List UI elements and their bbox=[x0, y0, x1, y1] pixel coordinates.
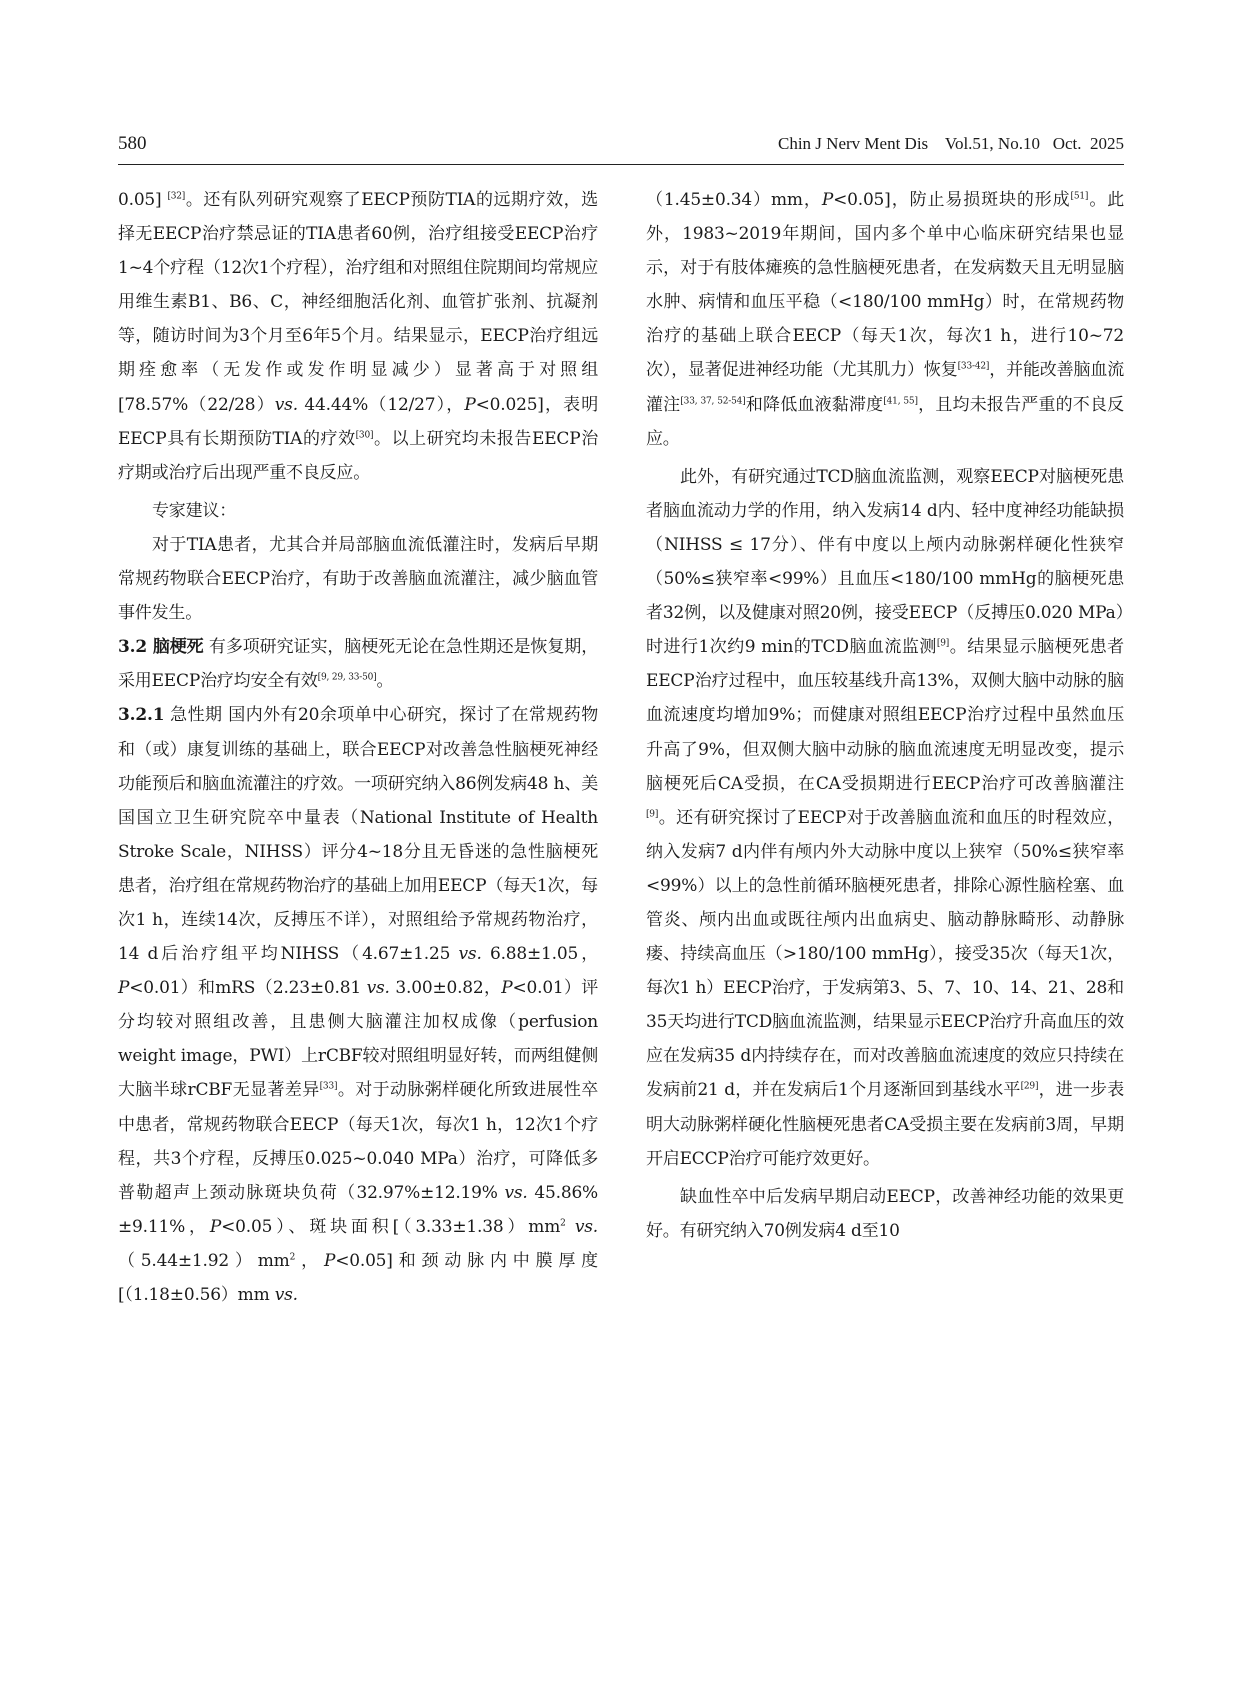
citation: [32] bbox=[167, 191, 186, 202]
citation: [33] bbox=[319, 1081, 338, 1092]
citation: [30] bbox=[355, 430, 374, 440]
section-heading: 3.2 脑梗死 bbox=[118, 637, 204, 658]
citation: [29] bbox=[1020, 1081, 1039, 1092]
citation: [9, 29, 33-50] bbox=[317, 672, 377, 683]
expert-advice-label: 专家建议： bbox=[152, 500, 236, 521]
expert-advice-text: 对于TIA患者，尤其合并局部脑血流低灌注时，发病后早期常规药物联合EECP治疗，有助于改善脑血流灌注，减少脑血管事件发生。 bbox=[118, 534, 598, 624]
citation: [33-42] bbox=[957, 361, 990, 372]
citation: [9] bbox=[936, 638, 950, 649]
section-3-2: 3.2 脑梗死 有多项研究证实，脑梗死无论在急性期还是恢复期，采用EECP治疗均安全有效[9, 29, 33-50]。 bbox=[118, 637, 598, 692]
subsection-title: 急性期 bbox=[164, 705, 223, 726]
paragraph-early-eecp: 缺血性卒中后发病早期启动EECP，改善神经功能的效果更好。有研究纳入70例发病4 d至10 bbox=[646, 1186, 1124, 1241]
citation: [33, 37, 52-54] bbox=[680, 395, 746, 406]
citation: [9] bbox=[646, 809, 659, 820]
section-3-2-1: 3.2.1 急性期 国内外有20余项单中心研究，探讨了在常规药物和（或）康复训练的基础上，联合EECP对改善急性脑梗死神经功能预后和脑血流灌注的疗效。一项研究纳入86例发病48 h、美国国立卫生研究院卒中量表（National Institute of Health Stroke Scale，NIHSS）评分4~18分且无昏迷的急性脑梗死患者，治疗组在常规药物治疗的基础上加用EECP（每天1次，每次1 h，连续14次，反搏压不详），对照组给予常规药物治疗，14 d后治疗组平均NIHSS（4.67±1.25 vs. 6.88±1.05，P<0.01）和mRS（2.23±0.81 vs. 3.00±0.82，P<0.01）评分均较对照组改善，且患侧大脑灌注加权成像（perfusion weight image，PWI）上rCBF较对照组明显好转，而两组健侧大脑半球rCBF无显著差异[33]。对于动脉粥样硬化所致进展性卒中患者，常规药物联合EECP（每天1次，每次1 h，12次1个疗程，共3个疗程，反搏压0.025~0.040 MPa）治疗，可降低多普勒超声上颈动脉斑块负荷（32.97%±12.19% vs. 45.86%±9.11%，P<0.05）、斑块面积[$(3.33\pm 1.38)mm^2$ vs. $(5.44\pm 1.92)mm^2$，P<0.05]和颈动脉内中膜厚度[（1.18±0.56）mm vs. bbox=[118, 705, 599, 1305]
paragraph-tia-cohort: 0.05] [32]。还有队列研究观察了EECP预防TIA的远期疗效，选择无EECP治疗禁忌证的TIA患者60例，治疗组接受EECP治疗1~4个疗程（12次1个疗程），治疗组和对照组住院期间均常规应用维生素B1、B6、C，神经细胞活化剂、血管扩张剂、抗凝剂等，随访时间为3个月至6年5个月。结果显示，EECP治疗组远期痊愈率（无发作或发作明显减少）显著高于对照组[78.57%（22/28）vs. 44.44%（12/27），P<0.025]，表明EECP具有长期预防TIA的疗效[30]。以上研究均未报告EECP治疗期或治疗后出现严重不良反应。 bbox=[118, 190, 598, 483]
right-column bbox=[646, 183, 1124, 1248]
left-column bbox=[118, 183, 598, 1312]
header-rule bbox=[118, 164, 1124, 165]
journal-citation: Chin J Nerv Ment Dis Vol.51, No.10 Oct. 2025 bbox=[778, 134, 1124, 153]
citation: [41, 55] bbox=[883, 395, 918, 406]
citation: [51] bbox=[1070, 191, 1089, 202]
paragraph-plaque-continued: （1.45±0.34）mm，P<0.05]，防止易损斑块的形成[51]。此外，1983~2019年期间，国内多个单中心临床研究结果也显示，对于有肢体瘫痪的急性脑梗死患者，在发病数天且无明显脑水肿、病情和血压平稳（<180/100 mmHg）时，在常规药物治疗的基础上联合EECP（每天1次，每次1 h，进行10~72次），显著促进神经功能（尤其肌力）恢复[33-42]，并能改善脑血流灌注[33, 37, 52-54]和降低血液黏滞度[41, 55]，且均未报告严重的不良反应。 bbox=[646, 190, 1125, 449]
page-number: 580 bbox=[118, 133, 147, 154]
paragraph-tcd-monitoring: 此外，有研究通过TCD脑血流监测，观察EECP对脑梗死患者脑血流动力学的作用，纳入发病14 d内、轻中度神经功能缺损（NIHSS ≤ 17分）、伴有中度以上颅内动脉粥样硬化性狭窄（50%≤狭窄率<99%）且血压<180/100 mmHg的脑梗死患者32例，以及健康对照20例，接受EECP（反搏压0.020 MPa）时进行1次约9 min的TCD脑血流监测[9]。结果显示脑梗死患者EECP治疗过程中，血压较基线升高13%，双侧大脑中动脉的脑血流速度均增加9%；而健康对照组EECP治疗过程中虽然血压升高了9%，但双侧大脑中动脉的脑血流速度无明显改变，提示脑梗死后CA受损，在CA受损期进行EECP治疗可改善脑灌注[9]。还有研究探讨了EECP对于改善脑血流和血压的时程效应，纳入发病7 d内伴有颅内外大动脉中度以上狭窄（50%≤狭窄率<99%）以上的急性前循环脑梗死患者，排除心源性脑栓塞、血管炎、颅内出血或既往颅内出血病史、脑动静脉畸形、动静脉瘘、持续高血压（>180/100 mmHg），接受35次（每天1次，每次1 h）EECP治疗，于发病第3、5、7、10、14、21、28和35天均进行TCD脑血流监测，结果显示EECP治疗升高血压的效应在发病35 d内持续存在，而对改善脑血流速度的效应只持续在发病前21 d，并在发病后1个月逐渐回到基线水平[29]，进一步表明大动脉粥样硬化性脑梗死患者CA受损主要在发病前3周，早期开启ECCP治疗可能疗效更好。 bbox=[646, 466, 1125, 1169]
subsection-heading: 3.2.1 bbox=[118, 705, 165, 726]
